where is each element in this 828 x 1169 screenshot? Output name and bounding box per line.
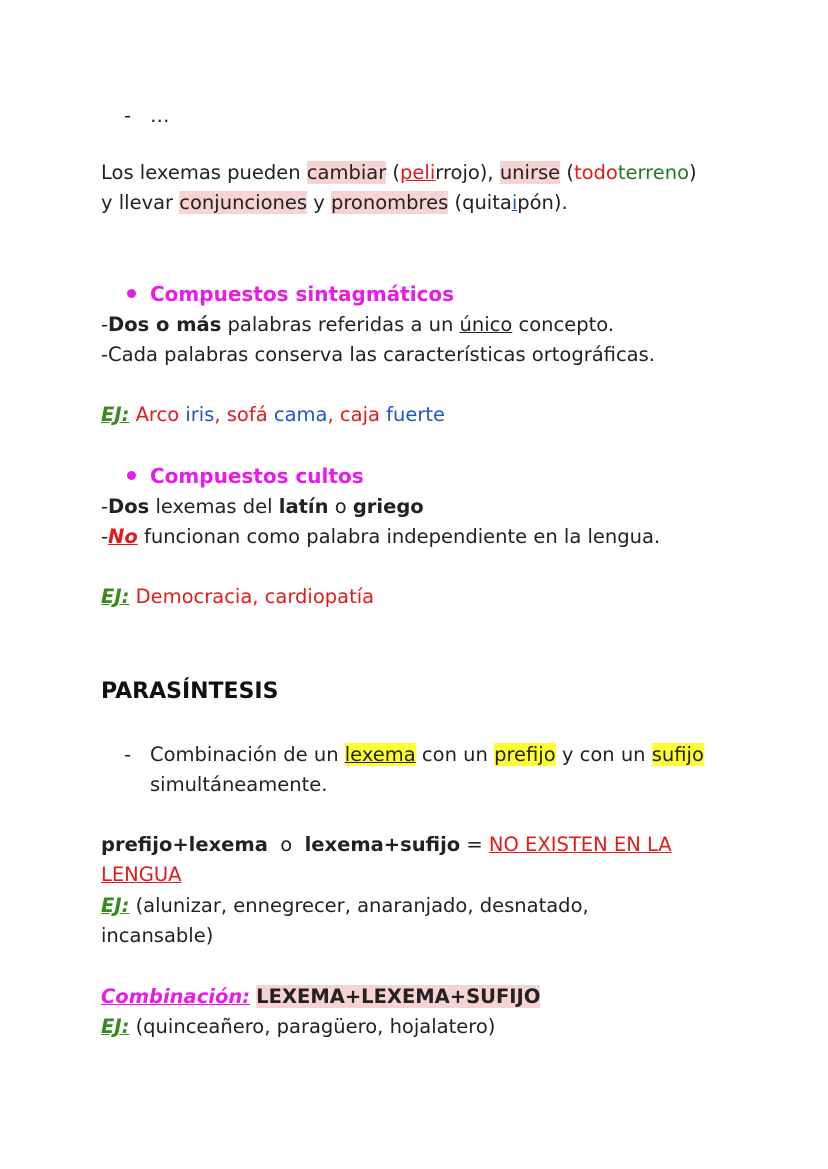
- text: (quita: [448, 191, 512, 214]
- text: y: [307, 191, 331, 214]
- text: Combinación de un: [150, 743, 345, 766]
- peli-text: peli: [400, 161, 436, 184]
- text: Los lexemas pueden: [101, 161, 307, 184]
- formula-line-2: [101, 860, 182, 890]
- bold-text: Dos: [108, 495, 150, 518]
- list-dash: -: [124, 743, 132, 766]
- bold-text: latín: [278, 495, 329, 518]
- text: -: [101, 525, 109, 548]
- ej-label: EJ:: [101, 403, 130, 426]
- lengua-text: LENGUA: [101, 863, 182, 886]
- text: -: [101, 495, 109, 518]
- para-example-line-1: [101, 891, 589, 921]
- combinacion-label: Combinación:: [101, 985, 251, 1008]
- bold-text: griego: [352, 495, 424, 518]
- formula-line: [101, 830, 672, 860]
- highlight-prefijo: prefijo: [494, 743, 556, 766]
- text: y con un: [555, 743, 652, 766]
- highlight-sufijo: sufijo: [651, 743, 704, 766]
- cultos-example: [101, 582, 374, 612]
- text: o: [328, 495, 353, 518]
- lexemas-paragraph-line-2: [101, 188, 568, 218]
- underlined-text: único: [459, 313, 513, 336]
- ej-label: EJ:: [101, 1015, 130, 1038]
- text: -: [101, 313, 109, 336]
- text: o: [267, 833, 305, 856]
- text: , caja: [327, 403, 387, 426]
- sint-example: [101, 400, 445, 430]
- combinacion-formula: LEXEMA+LEXEMA+SUFIJO: [256, 985, 541, 1008]
- sint-line-2: -Cada palabras conserva las características ortográficas.: [101, 343, 655, 366]
- sint-line-1: [101, 310, 614, 340]
- ej-label: EJ:: [101, 585, 130, 608]
- section-heading-parasintesis: PARASÍNTESIS: [101, 679, 279, 704]
- title-text: Compuestos cultos: [150, 464, 364, 488]
- todo-text: todo: [573, 161, 618, 184]
- text: y llevar: [101, 191, 180, 214]
- para-bullet-line-2: simultáneamente.: [150, 773, 328, 796]
- ellipsis: …: [150, 104, 170, 127]
- bold-text: Dos o más: [108, 313, 222, 336]
- text: (: [560, 161, 574, 184]
- text: cama: [273, 403, 328, 426]
- cultos-line-1: [101, 492, 424, 522]
- title-text: Compuestos sintagmáticos: [150, 282, 455, 306]
- lexemas-paragraph-line-1: [101, 158, 697, 188]
- bullet-icon: [127, 289, 136, 298]
- bullet-icon: [127, 471, 136, 480]
- text: concepto.: [512, 313, 615, 336]
- text: (alunizar, ennegrecer, anaranjado, desnatado,: [129, 894, 589, 917]
- para-bullet-line-1: [150, 740, 704, 770]
- text: Arco: [129, 403, 186, 426]
- bold-text: prefijo+lexema: [101, 833, 268, 856]
- text: iris: [185, 403, 215, 426]
- list-dash: -: [124, 104, 132, 127]
- no-existen-text: NO EXISTEN EN LA: [488, 833, 672, 856]
- text: (: [386, 161, 401, 184]
- ej-label: EJ:: [101, 894, 130, 917]
- text: pón).: [517, 191, 568, 214]
- highlight-lexema: lexema: [344, 743, 416, 766]
- combinacion-example: [101, 1012, 495, 1042]
- text: =: [460, 833, 489, 856]
- bold-text: lexema+sufijo: [304, 833, 461, 856]
- para-example-line-2: incansable): [101, 924, 214, 947]
- terreno-text: terreno: [617, 161, 690, 184]
- highlight-cambiar: cambiar: [306, 161, 387, 184]
- i-letter: i: [511, 191, 518, 214]
- combinacion-line: [101, 982, 540, 1012]
- section-title-cultos: [127, 461, 364, 491]
- section-title-sintagmaticos: [127, 279, 454, 309]
- highlight-unirse: unirse: [499, 161, 561, 184]
- text: ): [689, 161, 697, 184]
- example-text: Democracia, cardiopatía: [129, 585, 375, 608]
- text: rrojo),: [435, 161, 500, 184]
- text: , sofá: [214, 403, 274, 426]
- text: con un: [415, 743, 495, 766]
- cultos-line-2: [101, 522, 660, 552]
- text: lexemas del: [149, 495, 279, 518]
- text: (quinceañero, paragüero, hojalatero): [129, 1015, 496, 1038]
- text: palabras referidas a un: [221, 313, 460, 336]
- no-text: No: [108, 525, 138, 548]
- highlight-conjunciones: conjunciones: [179, 191, 308, 214]
- highlight-pronombres: pronombres: [330, 191, 449, 214]
- text: fuerte: [386, 403, 446, 426]
- text: funcionan como palabra independiente en la lengua.: [137, 525, 661, 548]
